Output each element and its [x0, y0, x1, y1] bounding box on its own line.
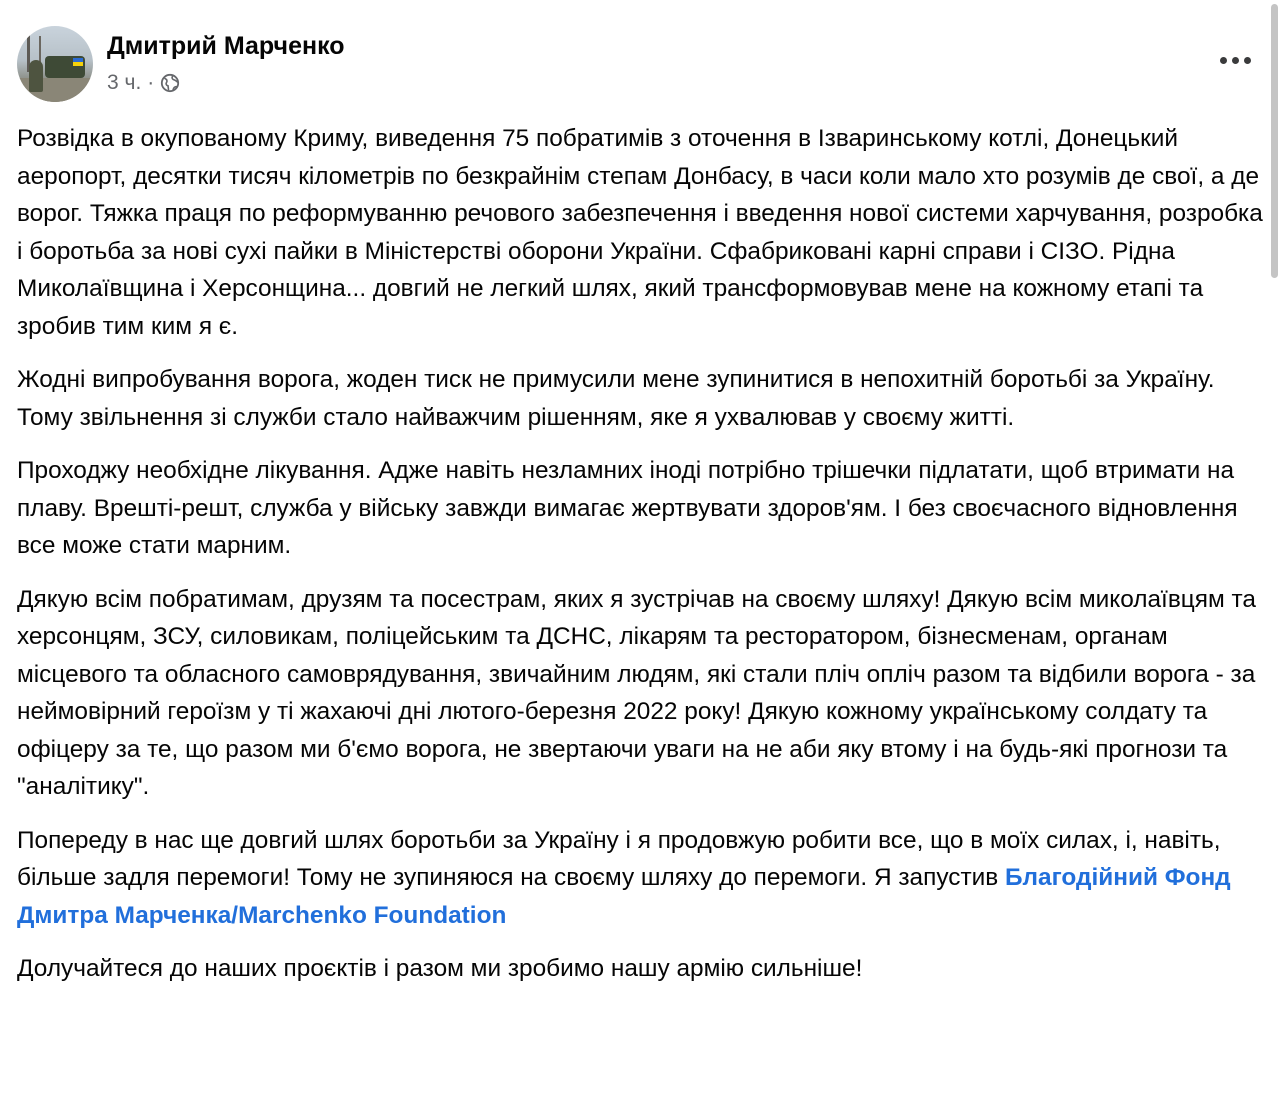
foundation-link[interactable]: Благодійний Фонд Дмитра Марченка/Marchenko Foundation — [17, 864, 1231, 929]
meta-separator: · — [147, 71, 155, 94]
post-body — [17, 120, 1263, 1004]
ukraine-flag-icon — [864, 956, 896, 979]
avatar-flag — [73, 58, 83, 66]
scrollbar-thumb[interactable] — [1271, 4, 1278, 278]
post-paragraph: Дякую всім побратимам, друзям та посестрам, яких я зустрічав на своєму шляху! Дякую всім миколаївцям та херсонцям, ЗСУ, силовикам, поліцейським та ДСНС, лікарям та ресторатором, бізнесменам, органам місцевого та обласного самоврядування, звичайним людям, які стали пліч опліч разом та відбили ворога - за неймовірний героїзм у ті жахаючі дні лютого-березня 2022 року! Дякую кожному українському солдату та офіцеру за те, що разом ми б'ємо ворога, не звертаючи уваги на не аби яку втому і на будь-які прогнози та "аналітику". — [17, 585, 1256, 800]
author-name[interactable]: Дмитрий Марченко — [107, 32, 345, 60]
more-horizontal-icon — [1220, 57, 1227, 64]
post-time[interactable]: 3 ч. — [107, 71, 142, 94]
more-horizontal-icon — [1232, 57, 1239, 64]
post-meta — [107, 70, 180, 96]
post-paragraph: Розвідка в окупованому Криму, виведення 75 побратимів з оточення в Ізваринському котлі, Донецький аеропорт, десятки тисяч кілометрів по безкрайнім степам Донбасу, в часи коли мало хто розумів де свої, а де ворог. Тяжка праця по реформуванню речового забезпечення і введення нової системи харчування, розробка і боротьба за нові сухі пайки в Міністерстві оборони України. Сфабриковані карні справи і СІЗО. Рідна Миколаївщина і Херсонщина... довгий не легкий шлях, який трансформовував мене на кожному етапі та зробив тим ким я є. — [17, 125, 1263, 340]
more-options-button[interactable] — [1213, 42, 1257, 78]
more-horizontal-icon — [1244, 57, 1251, 64]
post-paragraph: Жодні випробування ворога, жоден тиск не примусили мене зупинитися в непохитній боротьбі за Україну. Тому звільнення зі служби стало найважчим рішенням, яке я ухвалював у своєму житті. — [17, 366, 1215, 431]
paragraph-text: Попереду в нас ще довгий шлях боротьби за Україну і я продовжую робити все, що в моїх силах, і, навіть, більше задля перемоги! Тому не зупиняюся на своєму шляху до перемоги. Я запустив — [17, 826, 1221, 891]
globe-icon[interactable] — [160, 73, 180, 93]
scrollbar[interactable] — [1268, 0, 1280, 280]
closing-text: Долучайтеся до наших проєктів і разом ми зробимо нашу армію сильніше! — [17, 955, 863, 982]
post-paragraph — [17, 822, 1263, 935]
post-header — [17, 24, 1257, 104]
post-paragraph: Проходжу необхідне лікування. Адже навіть незламних іноді потрібно трішечки підлатати, щоб втримати на плаву. Врешті-решт, служба у війську завжди вимагає жертвувати здоров'ям. І без своєчасного відновлення все може стати марним. — [17, 457, 1238, 559]
post-paragraph — [17, 950, 1263, 988]
author-avatar[interactable] — [17, 26, 93, 102]
avatar-person — [29, 60, 43, 92]
